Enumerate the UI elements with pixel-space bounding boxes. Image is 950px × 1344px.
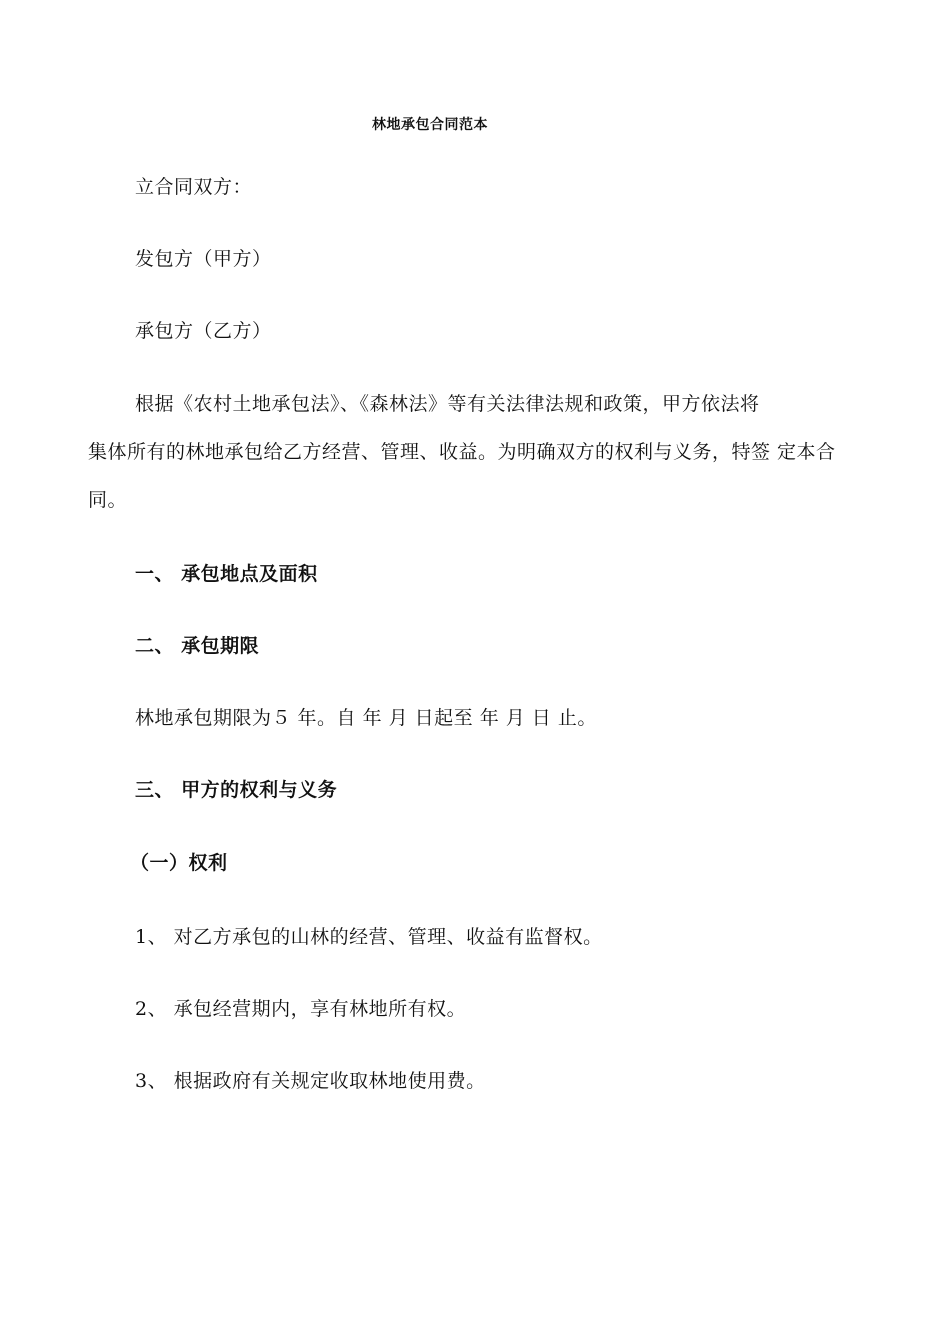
right-item-3: 3、 根据政府有关规定收取林地使用费。 [135,1070,486,1092]
right-item-1: 1、 对乙方承包的山林的经营、管理、收益有监督权。 [135,926,603,948]
subsection-heading-rights: （一）权利 [130,852,228,874]
section-heading-2: 二、 承包期限 [135,635,260,657]
preamble-line-1: 根据《农村土地承包法》、《森林法》等有关法律法规和政策，甲方依法将 [135,393,760,415]
term-text: 林地承包期限为５ 年。自 年 月 日起至 年 月 日 止。 [135,707,597,729]
right-item-2: 2、 承包经营期内，享有林地所有权。 [135,998,467,1020]
document-title: 林地承包合同范本 [372,117,488,133]
preamble-line-2: 集体所有的林地承包给乙方经营、管理、收益。为明确双方的权利与义务，特签 定本合 [88,441,836,463]
party-a: 发包方（甲方） [135,248,272,270]
section-heading-3: 三、 甲方的权利与义务 [135,779,338,801]
section-heading-1: 一、 承包地点及面积 [135,563,318,585]
parties-label: 立合同双方： [135,176,253,198]
party-b: 承包方（乙方） [135,320,272,342]
preamble-line-3: 同。 [88,489,128,511]
